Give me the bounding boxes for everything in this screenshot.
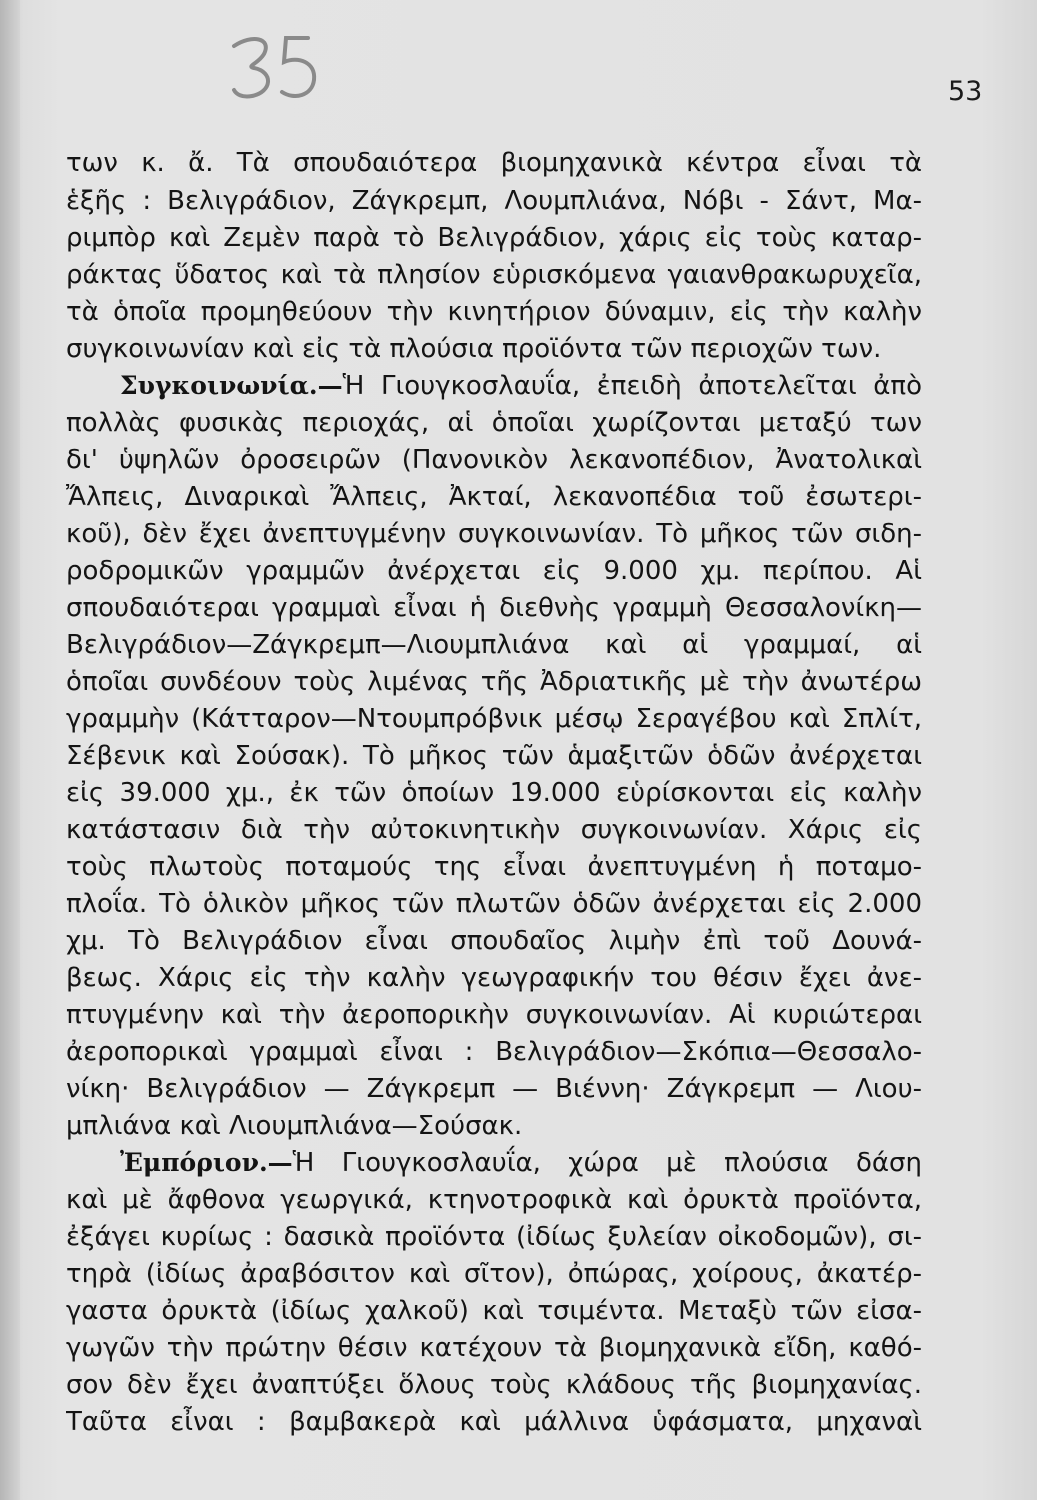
text-line: εἰς 39.000 χμ., ἐκ τῶν ὁποίων 19.000 εὑρίσκονται εἰς καλὴν (66, 778, 922, 808)
text-line: των κ. ἄ. Τὰ σπουδαιότερα βιομηχανικὰ κέντρα εἶναι τὰ (66, 148, 922, 178)
text-line: πτυγμένην καὶ τὴν ἀεροπορικὴν συγκοινωνίαν. Αἱ κυριώτεραι (66, 1000, 922, 1030)
text-line: τὰ ὁποῖα προμηθεύουν τὴν κινητήριον δύναμιν, εἰς τὴν καλὴν (66, 297, 922, 327)
text-line: γαστα ὀρυκτὰ (ἰδίως χαλκοῦ) καὶ τσιμέντα. Μεταξὺ τῶν εἰσα- (66, 1296, 922, 1326)
text-line: ἀεροπορικαὶ γραμμαὶ εἶναι : Βελιγράδιον—Σκόπια—Θεσσαλο- (66, 1037, 922, 1067)
text-line: κατάστασιν διὰ τὴν αὐτοκινητικὴν συγκοινωνίαν. Χάρις εἰς (66, 815, 922, 845)
text-line: γωγῶν τὴν πρώτην θέσιν κατέχουν τὰ βιομηχανικὰ εἴδη, καθό- (66, 1333, 922, 1363)
text-line: κοῦ), δὲν ἔχει ἀνεπτυγμένην συγκοινωνίαν. Τὸ μῆκος τῶν σιδη- (66, 519, 922, 549)
text-line: νίκη· Βελιγράδιον — Ζάγκρεμπ — Βιέννη· Ζάγκρεμπ — Λιου- (66, 1074, 922, 1104)
text-line: σον δὲν ἔχει ἀναπτύξει ὅλους τοὺς κλάδους τῆς βιομηχανίας. (66, 1370, 922, 1400)
binding-edge (0, 0, 20, 1500)
text-line: δι' ὑψηλῶν ὀροσειρῶν (Πανονικὸν λεκανοπέδιον, Ἀνατολικαὶ (66, 445, 922, 475)
text-line: Ἡ Γιουγκοσλαυΐα, χώρα μὲ πλούσια δάση (292, 1148, 922, 1178)
text-line: τηρὰ (ἰδίως ἀραβόσιτον καὶ σῖτον), ὀπώρας, χοίρους, ἀκατέρ- (66, 1259, 922, 1289)
section-line-commerce (120, 1144, 922, 1182)
text-line: ριμπὸρ καὶ Ζεμὲν παρὰ τὸ Βελιγράδιον, χάρις εἰς τοὺς καταρ- (66, 223, 922, 253)
text-line: Ταῦτα εἶναι : βαμβακερὰ καὶ μάλλινα ὑφάσματα, μηχαναὶ (66, 1407, 922, 1437)
section-line-communications (120, 367, 922, 405)
section-heading-communications: Συγκοινωνία.— (120, 371, 343, 400)
text-line: καὶ μὲ ἄφθονα γεωργικά, κτηνοτροφικὰ καὶ ὀρυκτὰ προϊόντα, (66, 1185, 922, 1215)
text-line: ἐξάγει κυρίως : δασικὰ προϊόντα (ἰδίως ξυλείαν οἰκοδομῶν), σι- (66, 1222, 922, 1252)
text-line: χμ. Τὸ Βελιγράδιον εἶναι σπουδαῖος λιμὴν ἐπὶ τοῦ Δουνά- (66, 926, 922, 956)
text-line: Σέβενικ καὶ Σούσακ). Τὸ μῆκος τῶν ἁμαξιτῶν ὁδῶν ἀνέρχεται (66, 741, 922, 771)
text-line: τοὺς πλωτοὺς ποταμούς της εἶναι ἀνεπτυγμένη ἡ ποταμο- (66, 852, 922, 882)
text-line: Ἄλπεις, Διναρικαὶ Ἄλπεις, Ἀκταί, λεκανοπέδια τοῦ ἐσωτερι- (66, 482, 922, 512)
section-heading-commerce: Ἐμπόριον.— (120, 1148, 293, 1177)
handwritten-page-mark (224, 28, 334, 108)
text-line: συγκοινωνίαν καὶ εἰς τὰ πλούσια προϊόντα τῶν περιοχῶν των. (66, 334, 882, 364)
page-number: 53 (948, 76, 983, 107)
text-line: ροδρομικῶν γραμμῶν ἀνέρχεται εἰς 9.000 χμ. περίπου. Αἱ (66, 556, 922, 586)
text-line: μπλιάνα καὶ Λιουμπλιάνα—Σούσακ. (66, 1111, 523, 1141)
text-line: ὁποῖαι συνδέουν τοὺς λιμένας τῆς Ἀδριατικῆς μὲ τὴν ἀνωτέρω (66, 667, 922, 697)
text-line: σπουδαιότεραι γραμμαὶ εἶναι ἡ διεθνὴς γραμμὴ Θεσσαλονίκη— (66, 593, 922, 623)
text-line: Ἡ Γιουγκοσλαυΐα, ἐπειδὴ ἀποτελεῖται ἀπὸ (342, 371, 922, 401)
text-line: πολλὰς φυσικὰς περιοχάς, αἱ ὁποῖαι χωρίζονται μεταξύ των (66, 408, 922, 438)
text-line: ράκτας ὕδατος καὶ τὰ πλησίον εὑρισκόμενα γαιανθρακωρυχεῖα, (66, 260, 922, 290)
text-line: γραμμὴν (Κάτταρον—Ντουμπρόβνικ μέσῳ Σεραγέβου καὶ Σπλίτ, (66, 704, 922, 734)
text-line: βεως. Χάρις εἰς τὴν καλὴν γεωγραφικήν του θέσιν ἔχει ἀνε- (66, 963, 922, 993)
text-line: ἑξῆς : Βελιγράδιον, Ζάγκρεμπ, Λουμπλιάνα, Νόβι - Σάντ, Μα- (66, 186, 922, 216)
text-line: πλοΐα. Τὸ ὁλικὸν μῆκος τῶν πλωτῶν ὁδῶν ἀνέρχεται εἰς 2.000 (66, 889, 922, 919)
text-line: Βελιγράδιον—Ζάγκρεμπ—Λιουμπλιάνα καὶ αἱ γραμμαί, αἱ (66, 630, 922, 660)
